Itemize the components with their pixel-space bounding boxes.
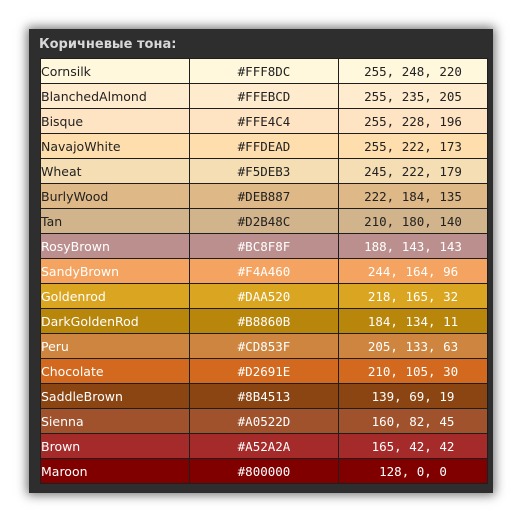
color-row-maroon	[41, 459, 488, 484]
color-row-goldenrod	[41, 284, 488, 309]
color-name-cell: BurlyWood	[41, 184, 190, 209]
color-row-rosybrown	[41, 234, 488, 259]
hex-code-cell: #A52A2A	[190, 434, 339, 459]
rgb-value-cell: 245, 222, 179	[339, 159, 488, 184]
color-name-cell: SandyBrown	[41, 259, 190, 284]
hex-code-cell: #DAA520	[190, 284, 339, 309]
color-row-brown	[41, 434, 488, 459]
color-name-cell: BlanchedAlmond	[41, 84, 190, 109]
hex-code-cell: #F5DEB3	[190, 159, 339, 184]
rgb-value-cell: 255, 235, 205	[339, 84, 488, 109]
color-name-cell: Brown	[41, 434, 190, 459]
hex-code-cell: #800000	[190, 459, 339, 484]
rgb-value-cell: 244, 164, 96	[339, 259, 488, 284]
color-row-wheat	[41, 159, 488, 184]
rgb-value-cell: 128, 0, 0	[339, 459, 488, 484]
color-row-bisque	[41, 109, 488, 134]
color-row-saddlebrown	[41, 384, 488, 409]
color-name-cell: Cornsilk	[41, 59, 190, 84]
hex-code-cell: #F4A460	[190, 259, 339, 284]
hex-code-cell: #FFEBCD	[190, 84, 339, 109]
color-row-peru	[41, 334, 488, 359]
rgb-value-cell: 139, 69, 19	[339, 384, 488, 409]
color-row-burlywood	[41, 184, 488, 209]
hex-code-cell: #D2B48C	[190, 209, 339, 234]
color-row-sienna	[41, 409, 488, 434]
rgb-value-cell: 184, 134, 11	[339, 309, 488, 334]
hex-code-cell: #FFE4C4	[190, 109, 339, 134]
hex-code-cell: #FFDEAD	[190, 134, 339, 159]
color-row-tan	[41, 209, 488, 234]
hex-code-cell: #CD853F	[190, 334, 339, 359]
color-name-cell: SaddleBrown	[41, 384, 190, 409]
rgb-value-cell: 210, 180, 140	[339, 209, 488, 234]
rgb-value-cell: 222, 184, 135	[339, 184, 488, 209]
rgb-value-cell: 165, 42, 42	[339, 434, 488, 459]
hex-code-cell: #DEB887	[190, 184, 339, 209]
hex-code-cell: #B8860B	[190, 309, 339, 334]
rgb-value-cell: 205, 133, 63	[339, 334, 488, 359]
panel-title: Коричневые тона:	[39, 37, 177, 52]
rgb-value-cell: 160, 82, 45	[339, 409, 488, 434]
hex-code-cell: #8B4513	[190, 384, 339, 409]
color-name-cell: Bisque	[41, 109, 190, 134]
color-name-cell: NavajoWhite	[41, 134, 190, 159]
color-name-cell: Tan	[41, 209, 190, 234]
hex-code-cell: #BC8F8F	[190, 234, 339, 259]
rgb-value-cell: 255, 228, 196	[339, 109, 488, 134]
color-row-darkgoldenrod	[41, 309, 488, 334]
color-table-panel	[29, 29, 493, 493]
color-name-cell: Sienna	[41, 409, 190, 434]
color-name-cell: Wheat	[41, 159, 190, 184]
color-row-cornsilk	[41, 59, 488, 84]
hex-code-cell: #A0522D	[190, 409, 339, 434]
color-row-blanchedalmond	[41, 84, 488, 109]
color-name-cell: RosyBrown	[41, 234, 190, 259]
color-name-cell: Chocolate	[41, 359, 190, 384]
rgb-value-cell: 188, 143, 143	[339, 234, 488, 259]
rgb-value-cell: 255, 248, 220	[339, 59, 488, 84]
color-name-cell: Peru	[41, 334, 190, 359]
rgb-value-cell: 255, 222, 173	[339, 134, 488, 159]
rgb-value-cell: 218, 165, 32	[339, 284, 488, 309]
color-name-cell: Goldenrod	[41, 284, 190, 309]
color-row-chocolate	[41, 359, 488, 384]
color-table	[40, 58, 488, 484]
color-row-navajowhite	[41, 134, 488, 159]
hex-code-cell: #FFF8DC	[190, 59, 339, 84]
rgb-value-cell: 210, 105, 30	[339, 359, 488, 384]
color-row-sandybrown	[41, 259, 488, 284]
hex-code-cell: #D2691E	[190, 359, 339, 384]
color-name-cell: Maroon	[41, 459, 190, 484]
color-name-cell: DarkGoldenRod	[41, 309, 190, 334]
color-table-body	[41, 59, 488, 484]
